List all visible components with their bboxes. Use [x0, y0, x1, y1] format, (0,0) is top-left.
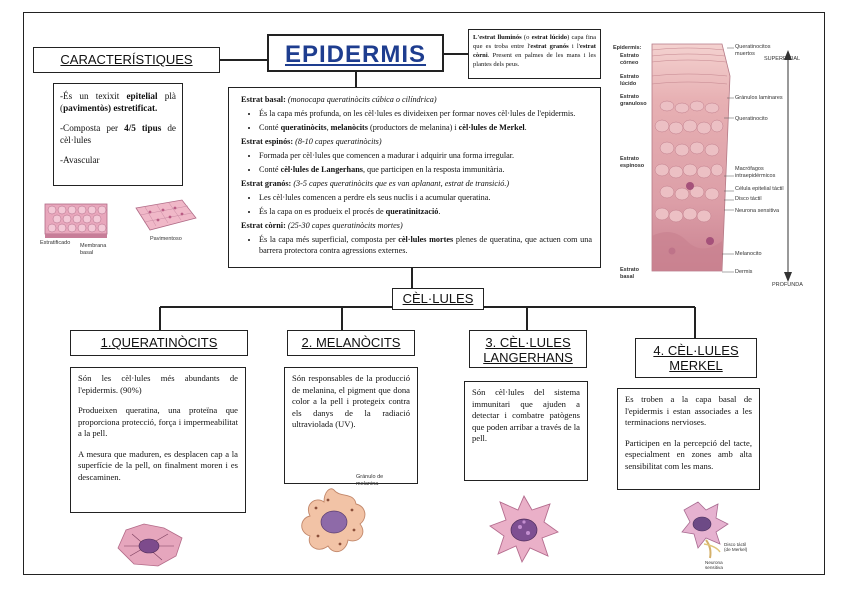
melanocits-box: [284, 367, 418, 484]
strata-corni-heading: Estrat còrni: (25-30 capes queratinòcits mortes): [241, 221, 403, 230]
fig-label-melanocito: Melanocito: [735, 251, 762, 257]
car-item-2: -Composta per 4/5 tipus de cèl·lules: [60, 123, 176, 145]
queratinocit-figure: [112, 520, 188, 570]
fig-label-macrofagos: Macrófagos intraepidérmicos: [735, 166, 776, 179]
fig-label-lucido: Estrato lúcido: [620, 74, 639, 87]
fig-label-queratinocitos-muertos: Queratinocitos muertos: [735, 44, 771, 57]
queratinocits-box: [70, 367, 246, 513]
queratinocits-heading: 1.QUERATINÒCITS: [70, 330, 248, 356]
fig-label-queratinocito: Queratinocito: [735, 116, 768, 122]
cells-heading: CÈL·LULES: [392, 288, 484, 310]
fig-label-disco-tactil: Disco táctil: [735, 196, 762, 202]
strata-basal-bullet-1: • És la capa més profunda, on les cèl·lules es divideixen per formar noves cèl·lules de l'epidermis.: [259, 108, 592, 119]
strata-granos-heading: Estrat granós: (3-5 capes queratinòcits que es van aplanant, estrat de transició.): [241, 179, 510, 188]
label-granulo-melanina: Gránulo de melanina: [356, 474, 384, 487]
strata-espinos-heading: Estrat espinós: (8-10 capes queratinòcits): [241, 137, 382, 146]
melanocit-figure: [294, 478, 374, 564]
langerhans-figure: [488, 492, 560, 564]
label-pavimentoso: Pavimentoso: [150, 236, 182, 242]
label-membrana-basal: Membrana basal: [80, 243, 107, 256]
strata-box: [228, 87, 601, 268]
fig-label-dermis: Dermis: [735, 269, 753, 275]
merkel-box: [617, 388, 760, 490]
langerhans-box: [464, 381, 588, 481]
queratinocits-p1: Són les cèl·lules més abundants de l'epidermis. (90%): [78, 373, 238, 395]
car-item-1: -És un texixit epitelial plà (pavimentòs) estretificat.: [60, 91, 176, 113]
caracteristiques-box: [53, 83, 183, 186]
strata-espinos-bullet-1: • Formada per cèl·lules que comencen a madurar i adquirir una forma irregular.: [259, 150, 592, 161]
strata-corni-bullet-1: • És la capa més superficial, composta per cèl·lules mortes plenes de queratina, que actuen com una barrera protectora contra agressions externes.: [259, 234, 592, 256]
langerhans-heading: 3. CÈL·LULES LANGERHANS: [469, 330, 587, 368]
merkel-heading: 4. CÈL·LULES MERKEL: [635, 338, 757, 378]
strata-granos-bullet-1: • Les cèl·lules comencen a perdre els seus nuclis i a acumular queratina.: [259, 192, 592, 203]
strata-granos-bullet-2: • És la capa on es produeix el procés de queratinització.: [259, 206, 592, 217]
fig-label-basal: Estrato basal: [620, 267, 639, 280]
page-title: EPIDERMIS: [284, 41, 427, 68]
title-box: [267, 34, 444, 72]
fig-label-granuloso: Estrato granuloso: [620, 94, 647, 107]
axis-profunda: PROFUNDA: [772, 282, 803, 288]
strata-basal-heading: Estrat basal: (monocapa queratinòcits cúbica o cilíndrica): [241, 95, 437, 104]
pavimentoso-epithelium-figure: [130, 196, 200, 238]
merkel-p2: Participen en la percepció del tacte, especialment en zones amb alta sensibilitat com les mans.: [625, 437, 752, 471]
merkel-figure: [676, 496, 736, 564]
langerhans-p1: Són cèl·lules del sistema immunitari que ajuden a detectar i combatre patògens que poden arribar a través de la pell.: [472, 387, 580, 443]
fig-label-celula-epitelial: Célula epitelial táctil: [735, 186, 784, 192]
fig-label-corneo: Estrato córneo: [620, 53, 639, 66]
strata-espinos-bullet-2: • Conté cèl·lules de Langerhans, que participen en la resposta immunitària.: [259, 164, 592, 175]
melanocits-heading: 2. MELANÒCITS: [287, 330, 415, 356]
melanocits-p1: Són responsables de la producció de melanina, el pigment que dona color a la pell i protegeix contra els danys de la radiació ultraviolada (UV).: [292, 373, 410, 429]
fig-label-espinoso: Estrato espinoso: [620, 156, 645, 169]
fig-label-neurona-sensitiva: Neurona sensitiva: [735, 208, 780, 214]
label-neurona-sensitiva: Neurona sensitiva: [705, 560, 723, 571]
caracteristiques-heading: CARACTERÍSTIQUES: [33, 47, 220, 73]
strata-basal-bullet-2: • Conté queratinòcits, melanòcits (productors de melanina) i cèl·lules de Merkel.: [259, 122, 592, 133]
label-disco-tactil: Disco táctil (de Merkel): [724, 542, 748, 553]
car-item-3: -Avascular: [60, 155, 100, 165]
fig-label-granulos-laminares: Gránulos laminares: [735, 95, 783, 101]
queratinocits-p3: A mesura que maduren, es desplacen cap a la superfície de la pell, on finalment moren i es descaminen.: [78, 448, 238, 482]
merkel-p1: Es troben a la capa basal de l'epidermis i estan associades a les terminacions nervioses.: [625, 394, 752, 427]
label-estratificado: Estratificado: [40, 240, 71, 246]
estrat-lucid-box: L'estrat lluminós (o estrat lúcido) capa fina que es troba entre l'estrat granós i l'estrat còrni. Present en palmes de les mans i les plantes dels peus.: [468, 29, 601, 79]
fig-label-epidermis: Epidermis:: [613, 45, 642, 51]
axis-superficial: SUPERFICIAL: [764, 56, 801, 62]
queratinocits-p2: Produeixen queratina, una proteïna que proporciona protecció, força i impermeabilitat a la pell.: [78, 405, 238, 438]
